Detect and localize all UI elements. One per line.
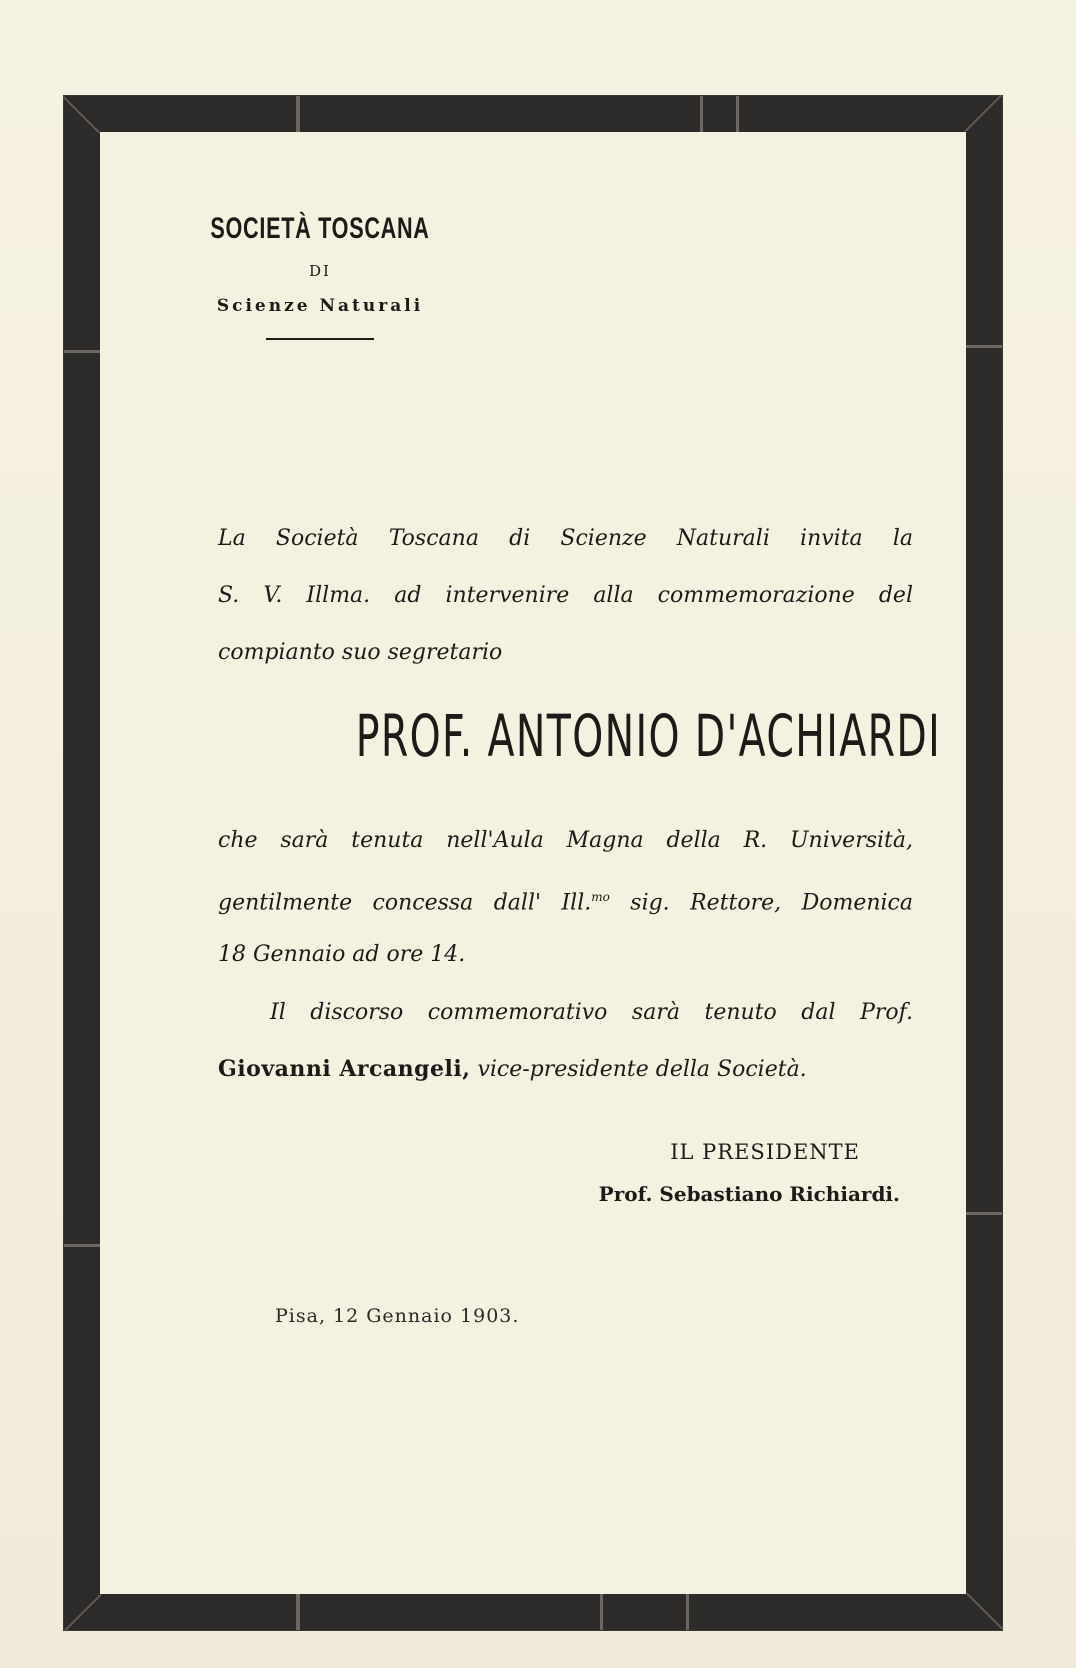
place-date: Pisa, 12 Gennaio 1903.	[275, 1305, 520, 1327]
border-segment	[966, 1212, 1002, 1215]
invitation-paragraph-2	[218, 812, 913, 931]
letterhead-rule	[266, 338, 374, 340]
border-segment	[296, 96, 300, 132]
society-di: DI	[309, 262, 331, 280]
invitation-paragraph-1	[218, 510, 913, 624]
honoree-name	[218, 702, 942, 770]
text-line	[218, 869, 913, 931]
text-line: Il discorso commemorativo sarà tenuto dal Prof.	[270, 1000, 913, 1025]
invitation-paragraph-2-end	[218, 926, 913, 983]
text-line: che sarà tenuta nell'Aula Magna della R. Università,	[218, 828, 913, 853]
border-segment	[686, 1594, 689, 1630]
text-fragment: gentilmente concessa dall' Ill.	[218, 890, 592, 916]
border-segment	[700, 96, 703, 132]
society-name: SOCIETÀ TOSCANA	[210, 212, 430, 245]
invitation-paragraph-1-end	[218, 624, 913, 681]
border-segment	[966, 345, 1002, 348]
border-segment	[296, 1594, 300, 1630]
text-line: S. V. Illma. ad intervenire alla commemorazione del	[218, 583, 913, 608]
text-fragment: sig. Rettore, Domenica	[609, 890, 913, 916]
superscript: mo	[591, 890, 610, 904]
border-segment	[64, 350, 100, 353]
signature-block	[540, 1140, 900, 1206]
border-segment	[64, 1244, 100, 1247]
invitation-paragraph-3-end	[218, 1041, 913, 1098]
border-segment	[736, 96, 739, 132]
text-line: compianto suo segretario	[218, 640, 503, 665]
society-subtitle: Scienze Naturali	[216, 296, 424, 316]
signature-name: Prof. Sebastiano Richiardi.	[598, 1182, 900, 1206]
signature-title: IL PRESIDENTE	[670, 1140, 860, 1164]
letterhead	[160, 212, 480, 340]
text-line: La Società Toscana di Scienze Naturali invita la	[218, 526, 913, 551]
invitation-paragraph-3	[218, 984, 913, 1041]
honoree-name-text: PROF. ANTONIO D'ACHIARDI	[355, 702, 942, 770]
text-line: 18 Gennaio ad ore 14.	[218, 942, 466, 967]
speaker-role: vice-presidente della Società.	[477, 1057, 807, 1082]
border-segment	[600, 1594, 603, 1630]
speaker-name: Giovanni Arcangeli,	[218, 1056, 471, 1082]
